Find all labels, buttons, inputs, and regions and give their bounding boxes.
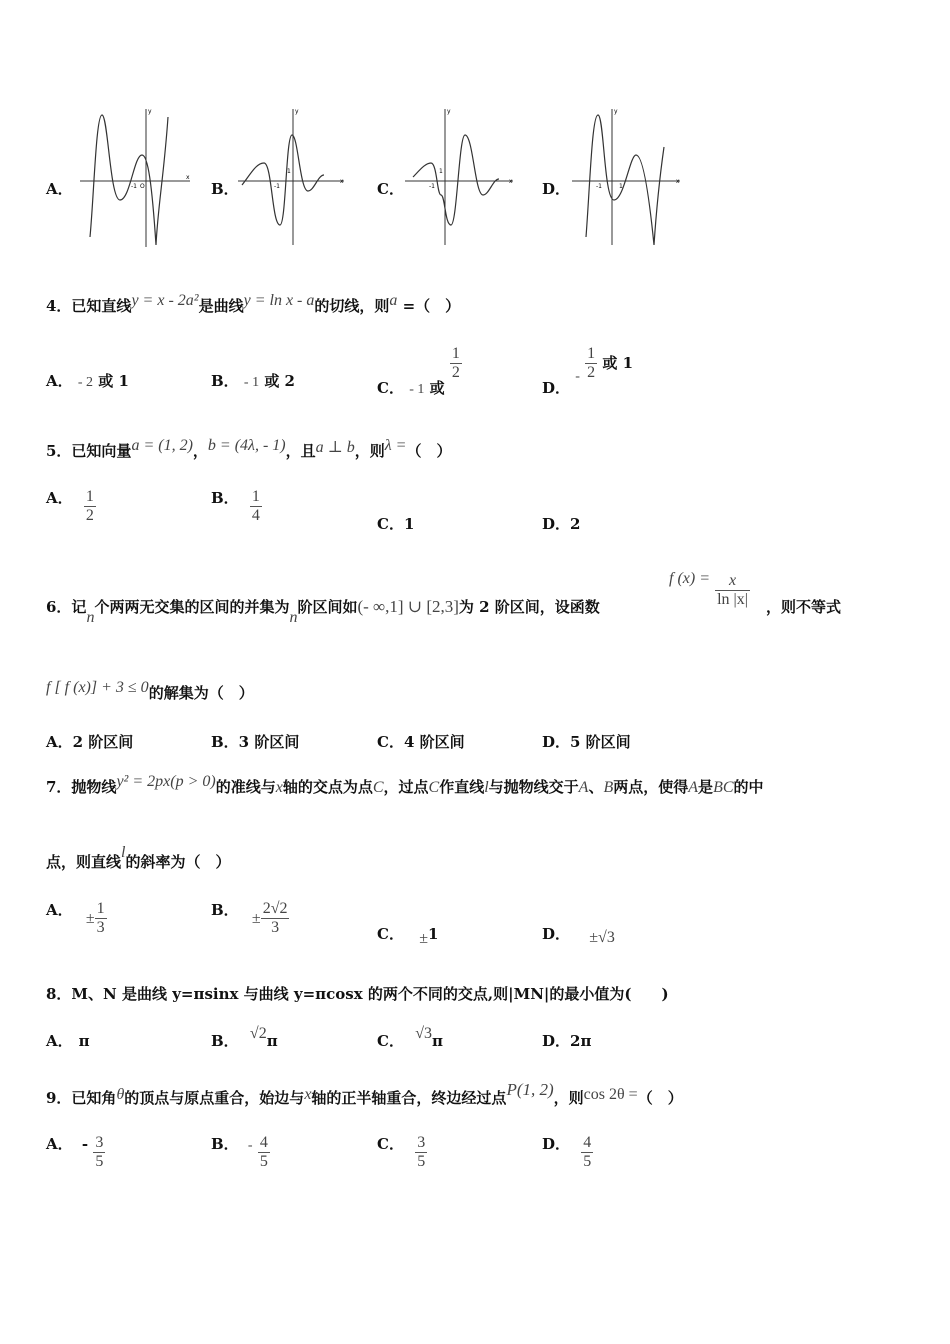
fraction-numerator: 3 <box>95 1134 104 1151</box>
q9-option-a <box>46 1134 105 1171</box>
fraction-numerator: 4 <box>259 1134 268 1151</box>
fraction-numerator: 1 <box>587 345 596 362</box>
fraction-numerator: 4 <box>583 1134 592 1151</box>
q4-option-c <box>377 345 462 397</box>
q7-line-l: l <box>484 779 489 796</box>
fraction-numerator: 1 <box>451 345 460 362</box>
option-fraction <box>250 488 262 525</box>
q7-point-a: A <box>578 779 589 796</box>
axis-y-label: y <box>148 108 152 115</box>
axis-y-label: y <box>295 108 299 115</box>
q9-option-d <box>542 1134 593 1171</box>
option-value: - 1 <box>243 375 260 390</box>
q6-stem-line2 <box>46 679 254 703</box>
q8-option-b <box>211 1025 278 1051</box>
q7-line-l2: l <box>121 844 126 861</box>
q4-curve-eq: y = ln x - a <box>243 292 315 309</box>
q3-option-b-label: B． <box>211 180 239 198</box>
q5-lambda: λ = <box>384 437 407 454</box>
fraction-numerator: x <box>728 572 737 589</box>
q9-text1: 的顶点与原点重合，始边与 <box>124 1089 305 1107</box>
q7-text1: 的准线与 <box>215 778 276 796</box>
q9-text2: 轴的正半轴重合，终边经过点 <box>311 1089 507 1107</box>
graph-c <box>403 105 518 250</box>
q6-prefix: 6．记 <box>46 598 87 616</box>
q7-text8: 的中 <box>733 778 764 796</box>
option-value: ±√3 <box>589 929 615 946</box>
q7-point-c2: C <box>428 779 440 796</box>
fraction-numerator: 1 <box>96 900 105 917</box>
q4-var: a <box>389 292 398 309</box>
q3-option-d-label: D． <box>542 180 571 198</box>
q5-option-c <box>377 513 414 534</box>
curve-c <box>413 135 499 225</box>
curve-b <box>242 135 324 225</box>
q5-vector-a: a = (1, 2) <box>131 437 193 454</box>
q7-text10: 的斜率为（ ） <box>125 853 231 871</box>
q7-text5: 与抛物线交于 <box>488 778 579 796</box>
q6-text3: 为 2 阶区间，设函数 <box>458 598 600 616</box>
q7-text9: 点，则直线 <box>46 853 122 871</box>
q3-option-c-label: C． <box>377 180 404 198</box>
q3-option-a-label: A． <box>46 180 73 198</box>
option-label: A． <box>46 1032 73 1050</box>
q9-theta: θ <box>116 1086 125 1103</box>
q5-option-a <box>46 488 96 525</box>
option-label: C． <box>377 1032 404 1050</box>
q8-stem: 8．M、N 是曲线 y=πsinx 与曲线 y=πcosx 的两个不同的交点,则|MN|的最小值为( ) <box>46 985 669 1003</box>
option-label: D． <box>542 925 571 943</box>
option-label: B． <box>211 900 239 919</box>
q5-option-b <box>211 488 262 525</box>
fraction-denominator: 5 <box>417 1153 426 1170</box>
q7-x: x <box>275 779 283 796</box>
fraction-numerator: 2√2 <box>262 900 288 917</box>
q6-option-a: A．2 阶区间 <box>46 733 134 751</box>
option-value: 1 <box>403 515 415 533</box>
q7-stem <box>46 773 764 797</box>
option-label: A． <box>46 372 73 390</box>
option-fraction <box>84 488 96 525</box>
q6-inequality: f [ f (x)] + 3 ≤ 0 <box>46 679 149 696</box>
q9-paren: （ ） <box>637 1089 683 1107</box>
option-value: π <box>78 1032 90 1050</box>
q6-option-c: C．4 阶区间 <box>377 733 465 751</box>
axis-y-label: y <box>614 108 618 115</box>
fraction-denominator: 4 <box>251 507 260 524</box>
option-label: C． <box>377 378 404 397</box>
tick-neg-one: -1 <box>131 183 137 190</box>
option-sign: - <box>575 368 580 384</box>
q4-option-d <box>542 345 634 397</box>
fraction-denominator: 3 <box>261 918 290 937</box>
tick-neg-one: -1 <box>596 183 602 190</box>
option-label: B． <box>211 488 239 507</box>
option-fraction <box>415 1134 427 1171</box>
tick-pos-one: 1 <box>287 168 291 175</box>
origin-label: O <box>140 183 145 190</box>
option-root: √2 <box>249 1025 267 1042</box>
q7-parabola: y² = 2px(p > 0) <box>116 773 216 790</box>
q9-option-c <box>377 1134 427 1171</box>
q6-option-d: D．5 阶区间 <box>542 733 631 751</box>
option-fraction <box>450 345 462 382</box>
q7-point-b: B <box>603 779 614 796</box>
q7-option-a <box>46 900 107 937</box>
q6-n: n <box>86 609 95 626</box>
q4-option-b <box>211 370 295 391</box>
option-fraction <box>93 1134 105 1171</box>
q7-option-d <box>542 923 615 944</box>
tick-pos-one: 1 <box>439 168 443 175</box>
q9-stem <box>46 1080 683 1108</box>
option-value: 1 <box>427 925 439 943</box>
q5-separator: ， <box>192 442 208 460</box>
q6-function-lhs: f (x) = <box>669 570 710 587</box>
q8-option-c <box>377 1025 443 1051</box>
option-fraction <box>581 1134 593 1171</box>
option-label: A． <box>46 900 73 919</box>
option-fraction <box>585 345 597 382</box>
graph-a <box>78 105 198 250</box>
curve-d <box>586 115 664 245</box>
fraction-denominator: 5 <box>583 1153 592 1170</box>
q7-separator: 、 <box>588 778 604 796</box>
q5-paren: （ ） <box>406 442 452 460</box>
fraction-denominator: 2 <box>85 507 94 524</box>
option-root: √3 <box>415 1025 432 1042</box>
q6-function-fraction <box>715 572 750 609</box>
q6-function <box>669 572 750 609</box>
option-label: B． <box>211 372 239 390</box>
option-text: 或 2 <box>264 372 295 390</box>
q7-option-c <box>377 923 439 947</box>
option-fraction <box>258 1134 270 1171</box>
q9-x: x <box>304 1086 312 1103</box>
tick-neg-one: -1 <box>429 183 435 190</box>
q5-perpendicular: a ⊥ b <box>315 439 355 456</box>
option-value: - 2 <box>77 375 94 390</box>
q8-option-a <box>46 1030 90 1051</box>
q7-point-a2: A <box>688 779 699 796</box>
q7-stem-line2 <box>46 844 231 872</box>
option-label: D． <box>542 515 571 533</box>
graph-d <box>570 105 685 250</box>
q6-interval: (- ∞,1] ∪ [2,3] <box>357 597 459 616</box>
option-value: - 1 <box>409 381 425 397</box>
option-label: C． <box>377 925 404 943</box>
option-fraction <box>95 900 107 937</box>
tick-pos-one: 1 <box>619 183 623 190</box>
axis-x-label: x <box>509 178 513 185</box>
option-sign: - <box>81 1134 89 1153</box>
fraction-denominator: 2 <box>587 364 596 381</box>
q9-point: P(1, 2) <box>506 1080 554 1099</box>
q6-text1: 个两两无交集的区间的并集为 <box>94 598 290 616</box>
fraction-denominator: 5 <box>95 1153 104 1170</box>
axis-y-label: y <box>447 108 451 115</box>
q5-and: ，且 <box>285 442 316 460</box>
option-value: 2 <box>570 515 581 533</box>
q4-prefix: 4．已知直线 <box>46 297 132 315</box>
option-label: B． <box>211 1032 239 1050</box>
graph-b <box>236 105 351 250</box>
q4-stem <box>46 292 461 316</box>
option-fraction <box>261 900 290 937</box>
q5-prefix: 5．已知向量 <box>46 442 132 460</box>
fraction-denominator: 5 <box>259 1153 268 1170</box>
q4-suffix2: =（ ） <box>397 297 461 315</box>
option-sign: - <box>247 1137 253 1153</box>
q9-cos: cos 2θ = <box>583 1086 638 1103</box>
q5-option-d <box>542 513 580 534</box>
option-text: 或 <box>429 378 445 397</box>
q6-n2: n <box>289 609 298 626</box>
q6-option-b: B．3 阶区间 <box>211 733 300 751</box>
q5-then: ，则 <box>354 442 385 460</box>
option-label: D． <box>542 1134 571 1153</box>
tick-neg-one: -1 <box>274 183 280 190</box>
fraction-numerator: 1 <box>251 488 260 505</box>
option-text: 或 1 <box>602 353 634 372</box>
q5-vector-b: b = (4λ, - 1) <box>207 437 286 454</box>
q9-option-b <box>211 1134 270 1171</box>
q9-text3: ，则 <box>553 1089 584 1107</box>
option-label: D． <box>542 1032 571 1050</box>
option-value: 2π <box>570 1032 592 1050</box>
q7-text6: 两点，使得 <box>613 778 689 796</box>
fraction-denominator: ln |x| <box>717 591 748 608</box>
option-label: A． <box>46 488 73 507</box>
q7-text4: 作直线 <box>439 778 485 796</box>
option-sign: ± <box>251 909 261 927</box>
q4-line-eq: y = x - 2a² <box>131 292 199 309</box>
option-label: B． <box>211 1134 239 1153</box>
axis-x-label: x <box>676 178 680 185</box>
option-pi: π <box>266 1032 278 1050</box>
option-text: 或 1 <box>98 372 129 390</box>
fraction-numerator: 1 <box>85 488 94 505</box>
q6-text4: ，则不等式 <box>766 598 842 616</box>
option-label: C． <box>377 515 404 533</box>
q9-prefix: 9．已知角 <box>46 1089 117 1107</box>
q7-point-c: C <box>372 779 384 796</box>
option-pi: π <box>431 1032 443 1050</box>
q6-text5: 的解集为（ ） <box>148 684 254 702</box>
q7-text2: 轴的交点为点 <box>282 778 373 796</box>
q6-stem <box>46 596 600 626</box>
fraction-denominator: 2 <box>451 364 460 381</box>
fraction-numerator: 3 <box>417 1134 426 1151</box>
option-label: A． <box>46 1134 73 1153</box>
q8-option-d <box>542 1030 591 1051</box>
option-label: D． <box>542 378 571 397</box>
q4-suffix1: 的切线，则 <box>314 297 390 315</box>
fraction-denominator: 3 <box>96 919 105 936</box>
q4-option-a <box>46 370 129 391</box>
q6-text2: 阶区间如 <box>297 598 358 616</box>
q7-segment-bc: BC <box>713 779 734 796</box>
q7-prefix: 7．抛物线 <box>46 778 117 796</box>
q4-mid: 是曲线 <box>198 297 244 315</box>
curve-a <box>90 115 168 245</box>
option-sign: ± <box>419 930 428 947</box>
option-sign: ± <box>85 909 95 927</box>
axis-x-label: x <box>186 174 190 181</box>
q5-stem <box>46 437 452 461</box>
option-label: C． <box>377 1134 404 1153</box>
q7-option-b <box>211 900 289 937</box>
q7-text3: ，过点 <box>383 778 429 796</box>
q7-text7: 是 <box>698 778 714 796</box>
axis-x-label: x <box>340 178 344 185</box>
